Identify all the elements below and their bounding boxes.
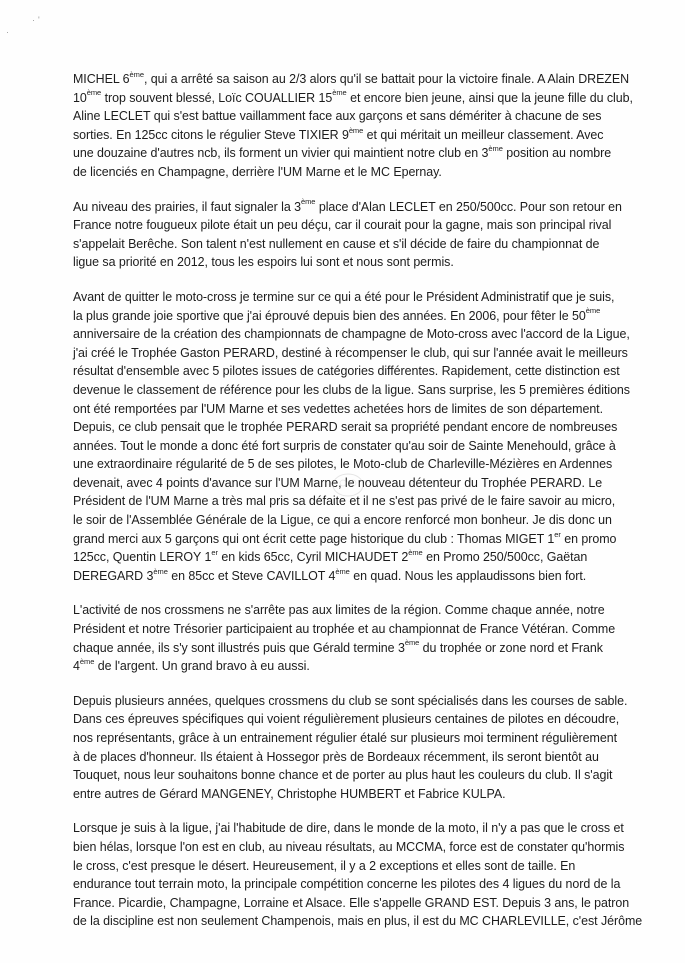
ordinal-superscript: ème [129,69,144,79]
text-segment: et qui méritait un meilleur classement. Avec [363,127,604,142]
text-line [73,107,633,126]
scan-speck: · [6,27,9,37]
text-segment: DEREGARD 3 [73,568,154,583]
ordinal-superscript: ème [86,88,102,98]
ordinal-superscript: ème [585,306,601,316]
text-segment: ont été remportées par l'UM Marne et ses vedettes achetées hors de limites de son département. [73,401,603,416]
text-line [73,692,633,711]
text-segment: une extraordinaire régularité de 5 de ses pilotes, le Moto-club de Charleville-Mézières en Ardennes [73,457,613,472]
text-segment: ligue sa priorité en 2012, tous les espoirs lui sont et nous sont permis. [73,255,454,270]
text-segment: le soir de l'Assemblée Générale de la Ligue, ce qui a encore renforcé mon bonheur. Je dis donc un [73,513,612,528]
text-line [73,437,633,456]
text-line [73,857,633,876]
ordinal-superscript: ème [408,548,423,558]
ordinal-superscript: ème [335,566,350,576]
text-line [73,344,633,363]
text-segment: j'ai créé le Trophée Gaston PERARD, destiné à récompenser le club, qui sur l'année avait le meilleurs [73,345,628,360]
text-segment: années. Tout le monde a donc été fort surpris de constater qu'au soir de Sainte Menehould, grâce à [73,438,616,453]
text-line [73,288,633,307]
text-line [73,418,633,437]
text-line [73,362,633,381]
ordinal-superscript: ème [300,197,316,207]
text-segment: et encore bien jeune, ainsi que la jeune fille du club, [346,90,633,105]
text-segment: 125cc, Quentin LEROY 1 [73,550,212,565]
text-segment: 4 [73,659,80,674]
text-line [73,657,633,676]
ordinal-superscript: ème [79,657,95,667]
text-segment: Lorsque je suis à la ligue, j'ai l'habitude de dire, dans le monde de la moto, il n'y a pas que le cross et [73,821,624,836]
text-segment: une douzaine d'autres ncb, ils forment un vivier qui maintient notre club en 3 [73,146,489,161]
text-line [73,400,633,419]
text-line [73,216,633,235]
text-line [73,198,633,217]
text-line [73,381,633,400]
text-line [73,729,633,748]
text-segment: Depuis, ce club pensait que le trophée PERARD serait sa propriété pendant encore de nombreuses [73,420,618,435]
text-line [73,601,633,620]
text-segment: Président et notre Trésorier participaient au trophée et au championnat de France Vétéran. Comme [73,622,616,637]
document-body [73,69,643,947]
text-segment: en kids 65cc, Cyril MICHAUDET 2 [217,550,409,565]
text-segment: 10 [73,90,87,105]
text-line [73,710,633,729]
ordinal-superscript: ème [153,566,168,576]
text-segment: Touquet, nous leur souhaitons bonne chance et de porter au plus haut les couleurs du club. Il s'agit [73,768,613,783]
ordinal-superscript: ème [332,88,347,98]
text-line [73,567,633,586]
text-segment: France notre fougueux pilote était un peu déçu, car il courait pour la gagne, mais son principal rival [73,218,612,233]
text-segment: résultat d'ensemble avec 5 pilotes issues de catégories différentes. Rapidement, cette distinction est [73,364,620,379]
text-segment: de licenciés en Champagne, derrière l'UM Marne et le MC Epernay. [73,164,442,179]
ordinal-superscript: er [554,529,561,539]
text-segment: nos représentants, grâce à un entrainement régulier étalé sur plusieurs moi terminent régulièrement [73,731,617,745]
text-line [73,455,633,474]
text-segment: s'appelait Berêche. Son talent n'est nullement en cause et s'il décide de faire du championnat de [73,236,600,251]
text-line [73,144,633,163]
text-segment: grand merci aux 5 garçons qui ont écrit cette page historique du club : Thomas MIGET 1 [73,531,555,546]
text-segment: France. Picardie, Champagne, Lorraine et Alsace. Elle s'appelle GRAND EST. Depuis 3 ans, le patron [73,895,630,910]
text-segment: à de places d'honneur. Ils étaient à Hossegor près de Bordeaux récemment, ils seront bientôt au [73,749,599,764]
text-line [73,639,633,658]
text-line [73,126,633,145]
text-line [73,912,643,931]
paragraph [73,288,633,586]
text-segment: entre autres de Gérard MANGENEY, Christophe HUMBERT et Fabrice KULPA. [73,786,506,801]
ordinal-superscript: er [211,548,218,558]
text-segment: Au niveau des prairies, il faut signaler la 3 [73,199,301,214]
text-line [73,474,633,493]
text-segment: devenue le classement de référence pour les clubs de la ligue. Sans surprise, les 5 premières éditions [73,382,630,397]
text-segment: en Promo 250/500cc, Gaëtan [422,550,588,565]
text-line [73,838,633,857]
text-segment: MICHEL 6 [73,72,130,86]
text-segment: en quad. Nous les applaudissons bien fort. [349,568,587,583]
text-line [73,235,633,254]
text-segment: de l'argent. Un grand bravo à eu aussi. [94,659,310,674]
scan-artifact [6,14,46,42]
text-line [73,620,633,639]
text-line [73,163,633,182]
paragraph [73,70,633,182]
text-segment: en promo [560,531,617,546]
text-line [73,492,633,511]
text-segment: L'activité de nos crossmens ne s'arrête pas aux limites de la région. Comme chaque année, notre [73,603,605,618]
text-line [73,307,633,326]
text-segment: chaque année, ils s'y sont illustrés puis que Gérald termine 3 [73,640,405,655]
text-segment: bien hélas, lorsque l'on est en club, au niveau résultats, au MCCMA, force est de constater qu'hormis [73,839,625,854]
text-line [73,894,633,913]
text-segment: trop souvent blessé, Loïc COUALLIER 15 [101,90,333,105]
text-line [73,511,633,530]
scan-speck: · [32,15,35,25]
text-line [73,530,633,549]
text-segment: anniversaire de la création des championnats de champagne de Moto-cross avec l'accord de la Ligue, [73,327,630,342]
text-segment: Dans ces épreuves spécifiques qui voient régulièrement plusieurs centaines de pilotes en découdre, [73,712,620,727]
text-line [73,785,633,804]
text-segment: place d'Alan LECLET en 250/500cc. Pour son retour en [315,199,622,214]
text-line [73,875,633,894]
text-segment: en 85cc et Steve CAVILLOT 4 [167,568,336,583]
text-line [73,253,633,272]
text-segment: Aline LECLET qui s'est battue vaillamment face aux garçons et sans démériter à chacune de ses [73,109,602,124]
text-segment: sorties. En 125cc citons le régulier Steve TIXIER 9 [73,127,349,142]
text-segment: la plus grande joie sportive que j'ai éprouvé depuis bien des années. En 2006, pour fêter le 50 [73,308,586,323]
paragraph [73,819,643,931]
text-line [73,819,633,838]
text-segment: endurance tout terrain moto, la principale compétition concerne les pilotes des 4 ligues du nord de la [73,877,621,892]
text-line [73,748,633,767]
text-segment: Depuis plusieurs années, quelques crossmens du club se sont spécialisés dans les courses de sable. [73,693,628,708]
paragraph [73,601,633,675]
text-segment: position au nombre [502,146,612,161]
text-segment: le cross, c'est presque le désert. Heureusement, il y a 2 exceptions et elles sont de taille. En [73,858,576,873]
text-line [73,325,633,344]
text-line [73,89,633,108]
text-line [73,548,633,567]
text-segment: , qui a arrêté sa saison au 2/3 alors qu'il se battait pour la victoire finale. A Alain DREZEN [143,72,630,86]
text-segment: de la discipline est non seulement Champenois, mais en plus, il est du MC CHARLEVILLE, c'est Jérôme [73,914,643,929]
scan-speck: ' [38,15,40,25]
paragraph [73,198,633,272]
ordinal-superscript: ème [348,125,364,135]
paragraph [73,692,633,804]
ordinal-superscript: ème [404,638,420,648]
text-segment: du trophée or zone nord et Frank [419,640,603,655]
text-line [73,766,633,785]
text-segment: Président de l'UM Marne a très mal pris sa défaite et il ne s'est pas privé de le faire savoir au micro, [73,494,616,509]
text-segment: devenait, avec 4 points d'avance sur l'UM Marne, le nouveau détenteur du Trophée PERARD. Le [73,475,603,490]
text-segment: Avant de quitter le moto-cross je termine sur ce qui a été pour le Président Administratif que je suis, [73,289,615,304]
ordinal-superscript: ème [488,144,503,154]
text-line [73,70,633,89]
